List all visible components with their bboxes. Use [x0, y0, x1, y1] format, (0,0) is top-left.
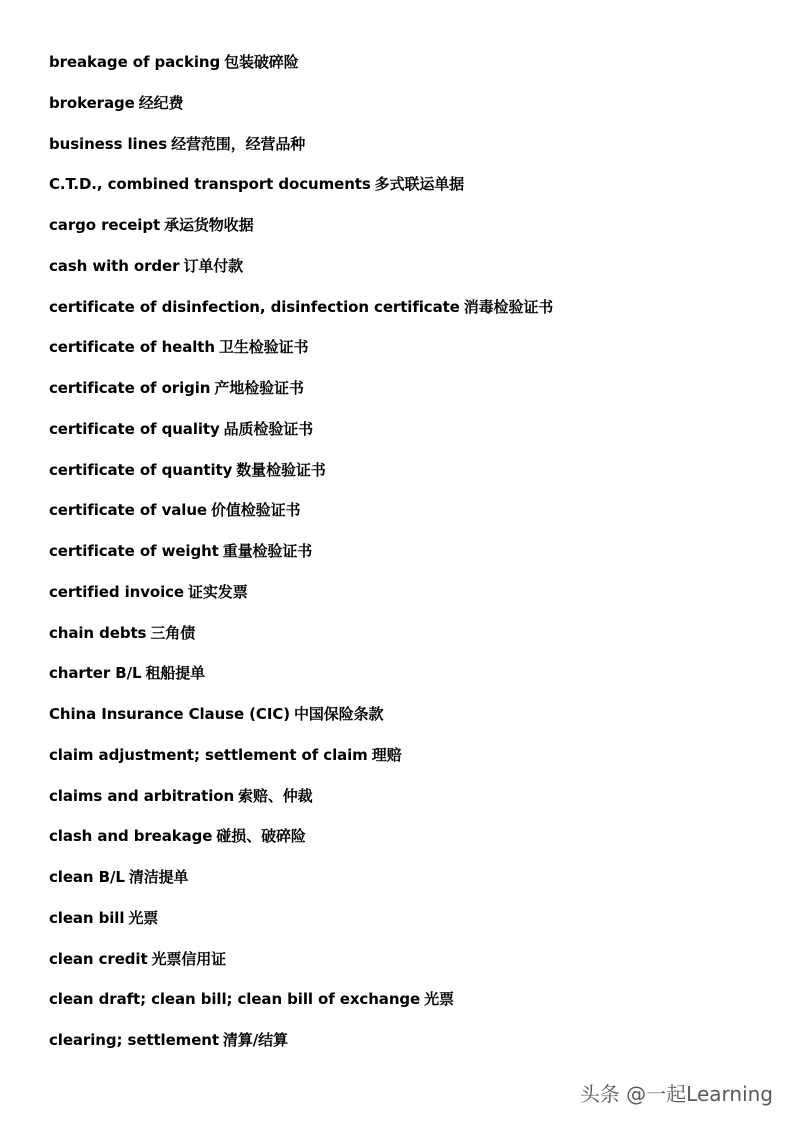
chinese-term: 多式联运单据: [374, 175, 465, 194]
glossary-list: [49, 51, 769, 1070]
glossary-entry: [49, 1029, 769, 1070]
glossary-entry: [49, 214, 769, 255]
glossary-entry: [49, 744, 769, 785]
glossary-entry: [49, 662, 769, 703]
glossary-entry: [49, 173, 769, 214]
chinese-term: 索赔、仲裁: [238, 786, 313, 805]
chinese-term: 卫生检验证书: [218, 338, 309, 357]
english-term: clean credit: [49, 949, 148, 968]
english-term: claim adjustment; settlement of claim: [49, 745, 368, 764]
english-term: clean draft; clean bill; clean bill of exchange: [49, 990, 421, 1009]
english-term: clearing; settlement: [49, 1031, 219, 1049]
chinese-term: 清洁提单: [128, 868, 189, 886]
glossary-entry: [49, 948, 769, 989]
chinese-term: 碰损、破碎险: [216, 827, 306, 846]
english-term: certified invoice: [49, 582, 184, 601]
chinese-term: 租船提单: [145, 664, 206, 683]
glossary-entry: [49, 499, 769, 540]
english-term: China Insurance Clause (CIC): [49, 705, 290, 723]
glossary-entry: [49, 377, 769, 418]
english-term: chain debts: [49, 623, 147, 642]
english-term: cargo receipt: [49, 216, 161, 234]
chinese-term: 包装破碎险: [224, 53, 299, 71]
english-term: C.T.D., combined transport documents: [49, 175, 371, 194]
english-term: certificate of origin: [49, 379, 211, 397]
chinese-term: 中国保险条款: [294, 705, 384, 723]
glossary-entry: [49, 51, 769, 92]
chinese-term: 产地检验证书: [214, 379, 304, 397]
chinese-term: 订单付款: [183, 256, 244, 275]
chinese-term: 经营范围，经营品种: [171, 134, 306, 153]
glossary-entry: [49, 622, 769, 663]
chinese-term: 消毒检验证书: [463, 297, 554, 316]
glossary-entry: [49, 988, 769, 1029]
chinese-term: 重量检验证书: [222, 542, 313, 560]
glossary-entry: [49, 296, 769, 337]
glossary-entry: [49, 540, 769, 581]
glossary-entry: [49, 825, 769, 866]
english-term: certificate of value: [49, 501, 207, 520]
english-term: cash with order: [49, 256, 180, 275]
glossary-entry: [49, 703, 769, 744]
english-term: certificate of quantity: [49, 460, 233, 479]
chinese-term: 数量检验证书: [236, 460, 326, 479]
chinese-term: 光票: [424, 990, 454, 1009]
chinese-term: 光票信用证: [151, 949, 227, 968]
english-term: brokerage: [49, 93, 135, 112]
glossary-entry: [49, 133, 769, 174]
english-term: certificate of disinfection, disinfection certificate: [49, 297, 460, 316]
chinese-term: 证实发票: [188, 582, 248, 601]
english-term: charter B/L: [49, 664, 142, 683]
glossary-entry: [49, 92, 769, 133]
english-term: claims and arbitration: [49, 786, 235, 805]
glossary-entry: [49, 255, 769, 296]
chinese-term: 光票: [128, 908, 159, 927]
chinese-term: 品质检验证书: [223, 419, 314, 438]
chinese-term: 理赔: [371, 745, 402, 764]
chinese-term: 价值检验证书: [210, 501, 301, 520]
chinese-term: 清算/结算: [222, 1031, 288, 1049]
glossary-entry: [49, 418, 769, 459]
glossary-entry: [49, 459, 769, 500]
english-term: business lines: [49, 134, 168, 153]
english-term: clean bill: [49, 908, 125, 927]
glossary-entry: [49, 866, 769, 907]
glossary-entry: [49, 336, 769, 377]
glossary-entry: [49, 785, 769, 826]
english-term: clean B/L: [49, 868, 125, 886]
glossary-entry: [49, 907, 769, 948]
english-term: certificate of health: [49, 338, 215, 357]
chinese-term: 经纪费: [138, 93, 184, 112]
english-term: breakage of packing: [49, 53, 221, 71]
chinese-term: 三角债: [150, 623, 196, 642]
chinese-term: 承运货物收据: [164, 216, 254, 234]
watermark-text: 头条 @一起Learning: [579, 1082, 773, 1106]
english-term: certificate of weight: [49, 542, 219, 560]
glossary-entry: [49, 581, 769, 622]
english-term: clash and breakage: [49, 827, 213, 846]
english-term: certificate of quality: [49, 419, 220, 438]
